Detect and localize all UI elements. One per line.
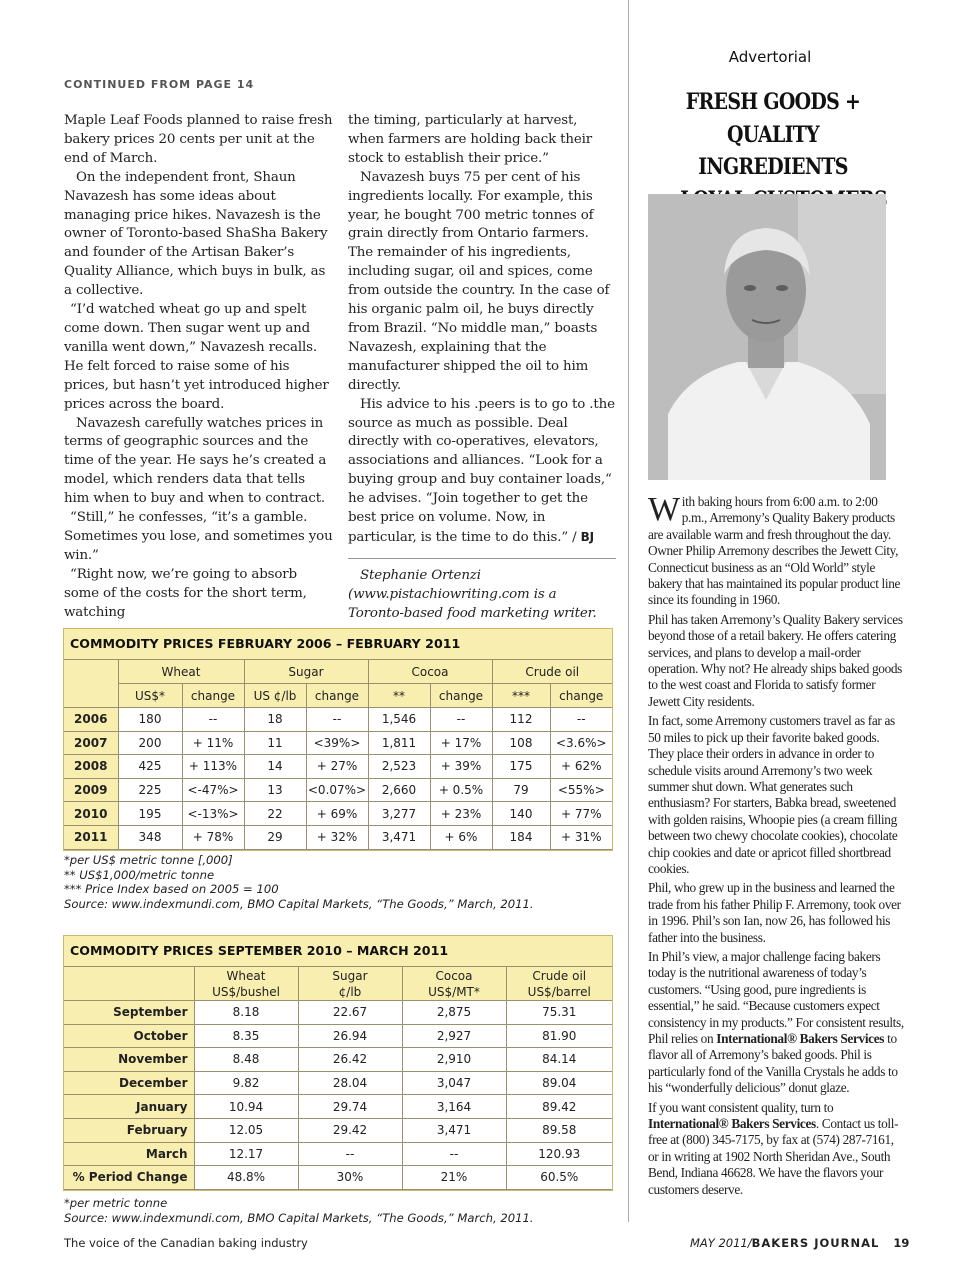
- subheader-cell: change: [430, 684, 492, 708]
- column-divider: [628, 0, 629, 1222]
- table2-header-row: [64, 967, 612, 1001]
- table-cell: 112: [492, 708, 550, 732]
- article-paragraph: On the independent front, Shaun Navazesh has some ideas about managing price hikes. Navazesh is the owner of Toronto-based ShaSha Bakery and founder of the Artisan Baker’s Quality Alliance, which buys in bulk, as a collective.: [64, 169, 328, 299]
- table-title: COMMODITY PRICES FEBRUARY 2006 – FEBRUARY 2011: [70, 636, 461, 651]
- article-paragraph: “Still,” he confesses, “it’s a gamble. Sometimes you lose, and sometimes you win.”: [64, 510, 333, 563]
- footer-folio: [690, 1236, 909, 1250]
- table-cell: 184: [492, 825, 550, 849]
- table-cell: --: [182, 708, 244, 732]
- row-month-cell: February: [64, 1118, 194, 1142]
- advertorial-paragraph-text: If you want consistent quality, turn to: [648, 1099, 834, 1115]
- table-subheader-row: [64, 684, 612, 708]
- table-cell: 2,660: [368, 778, 430, 802]
- brand-name: International® Bakers Services: [716, 1031, 885, 1046]
- table-cell: + 17%: [430, 731, 492, 755]
- row-month-cell: December: [64, 1071, 194, 1095]
- column-header-sugar: [298, 967, 402, 1001]
- byline-divider: [348, 558, 616, 559]
- table-cell: 48.8%: [194, 1166, 298, 1190]
- table-row: [64, 755, 612, 779]
- table-cell: 14: [244, 755, 306, 779]
- table-cell: + 0.5%: [430, 778, 492, 802]
- table-row: [64, 802, 612, 826]
- table-row: [64, 731, 612, 755]
- table-cell: 140: [492, 802, 550, 826]
- table-cell: <-13%>: [182, 802, 244, 826]
- column-header-cocoa: [402, 967, 506, 1001]
- table2-notes: [64, 1196, 624, 1225]
- table-cell: 425: [118, 755, 182, 779]
- advertorial-paragraph: [648, 491, 904, 609]
- table-cell: 3,277: [368, 802, 430, 826]
- portrait-illustration: [648, 194, 886, 480]
- advertorial-paragraph: [648, 949, 904, 1097]
- table-cell: + 39%: [430, 755, 492, 779]
- subheader-cell: US ¢/lb: [244, 684, 306, 708]
- table-cell: + 69%: [306, 802, 368, 826]
- table-cell: + 77%: [550, 802, 612, 826]
- table-cell: + 27%: [306, 755, 368, 779]
- table-source-note: Source: www.indexmundi.com, BMO Capital Markets, “The Goods,” March, 2011.: [64, 896, 534, 911]
- table-cell: 200: [118, 731, 182, 755]
- table-row: [64, 1024, 612, 1048]
- table-cell: --: [306, 708, 368, 732]
- advertorial-paragraph: Phil has taken Arremony’s Quality Bakery services beyond those of a retail bakery. He offers catering services, and plans to develop a mail-order operation. Why not? He already ships baked goods to the west coast and Florida to satisfy former Jewett City residents.: [648, 611, 903, 709]
- column-header-unit: ¢/lb: [338, 984, 362, 999]
- table-cell: 81.90: [506, 1024, 612, 1048]
- table1-body: [64, 708, 612, 850]
- table-cell: 2,523: [368, 755, 430, 779]
- table-cell: <55%>: [550, 778, 612, 802]
- row-month-cell: November: [64, 1048, 194, 1072]
- table-cell: 3,164: [402, 1095, 506, 1119]
- advertorial-paragraph-text: In Phil’s view, a major challenge facing bakers today is the nutritional awareness of today’s customers. “Using good, pure ingredients is essential,” he said. “Because customers expect consistency in my products.” For consistent results, Phil relies on: [648, 948, 904, 1046]
- row-year-cell: 2007: [64, 731, 118, 755]
- subheader-cell: change: [182, 684, 244, 708]
- column-header-name: Crude oil: [532, 968, 587, 983]
- table-cell: 175: [492, 755, 550, 779]
- table-cell: 8.35: [194, 1024, 298, 1048]
- row-month-cell: October: [64, 1024, 194, 1048]
- row-year-cell: 2011: [64, 825, 118, 849]
- table-cell: 180: [118, 708, 182, 732]
- advertorial-paragraph: In fact, some Arremony customers travel as far as 50 miles to pick up their favorite baked goods. They place their orders in advance in order to schedule visits around Arremony’s two week summer shut down. What generates such enthusiasm? For starters, Babka bread, sweetened with golden raisins, Whoopie pies (a cream filling between two chewy chocolate cookies), chocolate chip cookies and date or apricot filled shortbread cookies.: [648, 713, 898, 876]
- advertorial-paragraph: [648, 1100, 904, 1198]
- row-month-cell: September: [64, 1001, 194, 1025]
- table-cell: + 62%: [550, 755, 612, 779]
- table-cell: 22.67: [298, 1001, 402, 1025]
- table2-body: [64, 1001, 612, 1190]
- table-cell: + 11%: [182, 731, 244, 755]
- subheader-cell: change: [306, 684, 368, 708]
- column-header-name: Cocoa: [435, 968, 473, 983]
- table-cell: 29: [244, 825, 306, 849]
- table-row: [64, 1118, 612, 1142]
- subheader-cell: change: [550, 684, 612, 708]
- table-cell: 84.14: [506, 1048, 612, 1072]
- owner-portrait-photo: [648, 194, 886, 480]
- author-credit: Stephanie Ortenzi (www.pistachiowriting.com is a Toronto-based food marketing writer.: [348, 567, 597, 621]
- group-header-crude-oil: Crude oil: [492, 660, 612, 684]
- headline-line: FRESH GOODS +: [685, 89, 861, 115]
- advertorial-body: [648, 491, 904, 1201]
- column-header-crude-oil: [506, 967, 612, 1001]
- table-cell: --: [430, 708, 492, 732]
- table-cell: 28.04: [298, 1071, 402, 1095]
- table-row: [64, 1001, 612, 1025]
- table-cell: 21%: [402, 1166, 506, 1190]
- table-cell: + 6%: [430, 825, 492, 849]
- row-year-cell: 2009: [64, 778, 118, 802]
- table-cell: 195: [118, 802, 182, 826]
- commodity-prices-2006-2011-table: [63, 628, 613, 851]
- signoff-bj: BJ: [580, 529, 594, 544]
- article-paragraph: “Right now, we’re going to absorb some of the costs for the short term, watching: [64, 566, 307, 620]
- table-cell: + 113%: [182, 755, 244, 779]
- continued-from-label: CONTINUED FROM PAGE 14: [64, 78, 255, 91]
- drop-cap: W: [648, 491, 680, 528]
- table-cell: 1,546: [368, 708, 430, 732]
- row-year-cell: 2010: [64, 802, 118, 826]
- table2-grid: [64, 966, 612, 1190]
- advertorial-paragraph-text: ith baking hours from 6:00 a.m. to 2:00 p.m., Arremony’s Quality Bakery products are available warm and fresh throughout the day. Owner Philip Arremony describes the Jewett City, Connecticut business as an “Old World” style bakery that has maintained its popular product line since its founding in 1960.: [648, 494, 901, 608]
- table-cell: 1,811: [368, 731, 430, 755]
- table-cell: 89.42: [506, 1095, 612, 1119]
- table-cell: 3,471: [402, 1118, 506, 1142]
- table-cell: 22: [244, 802, 306, 826]
- brand-name: International® Bakers Services: [648, 1116, 816, 1132]
- article-column-1: [64, 112, 334, 622]
- column-header-wheat: [194, 967, 298, 1001]
- article-column-2: [348, 112, 616, 624]
- table-cell: + 31%: [550, 825, 612, 849]
- table-cell: --: [298, 1142, 402, 1166]
- page-number: 19: [893, 1236, 910, 1250]
- table-cell: 108: [492, 731, 550, 755]
- table-row: [64, 1166, 612, 1190]
- table-note: *per US$ metric tonne [,000]: [64, 853, 233, 867]
- column-header-name: Sugar: [332, 968, 368, 983]
- table-cell: <-47%>: [182, 778, 244, 802]
- table-cell: 3,471: [368, 825, 430, 849]
- table-row: [64, 778, 612, 802]
- article-paragraph: Navazesh carefully watches prices in terms of geographic sources and the time of the year. He says he’s created a model, which renders data that tells him when to buy and when to contract.: [64, 415, 327, 507]
- table-cell: <0.07%>: [306, 778, 368, 802]
- article-paragraph: the timing, particularly at harvest, when farmers are holding back their stock to establish their price.”: [348, 113, 593, 166]
- subheader-cell: ***: [492, 684, 550, 708]
- table-group-header-row: [64, 660, 612, 684]
- table1-grid: [64, 659, 612, 850]
- footer-tagline: The voice of the Canadian baking industry: [64, 1236, 308, 1250]
- table-cell: 75.31: [506, 1001, 612, 1025]
- article-paragraph-text: His advice to his .peers is to go to .the source as much as possible. Deal directly with co-operatives, elevators, associations and alliances. “Look for a buying group and buy container loads,“ he advises. “Join together to get the best price on volume. Now, in particular, is the time to do this.” /: [348, 396, 615, 545]
- table-cell: 9.82: [194, 1071, 298, 1095]
- subheader-cell: US$*: [118, 684, 182, 708]
- table-cell: <3.6%>: [550, 731, 612, 755]
- headline-line: QUALITY INGREDIENTS: [698, 121, 848, 180]
- advertorial-paragraph: Phil, who grew up in the business and learned the trade from his father Philip F. Arremony, took over in 1996. Phil’s son Ian, now 26, has followed his father into the business.: [648, 880, 901, 945]
- footer-issue: MAY 2011/: [690, 1236, 752, 1250]
- table-cell: 2,875: [402, 1001, 506, 1025]
- row-month-cell: March: [64, 1142, 194, 1166]
- advertorial-paragraph-text: to flavor all of Arremony’s baked goods. Phil is particularly fond of the Vanilla Crystals he adds to his “wonderfully delicious” donut glaze.: [648, 1031, 898, 1096]
- row-month-cell: % Period Change: [64, 1166, 194, 1190]
- table-cell: 11: [244, 731, 306, 755]
- article-paragraph: [348, 396, 616, 548]
- table-cell: 89.04: [506, 1071, 612, 1095]
- table-cell: 10.94: [194, 1095, 298, 1119]
- table-title: COMMODITY PRICES SEPTEMBER 2010 – MARCH 2011: [70, 943, 449, 958]
- table-cell: 8.48: [194, 1048, 298, 1072]
- table-corner-cell: [64, 660, 118, 708]
- table-cell: 89.58: [506, 1118, 612, 1142]
- table-cell: 26.42: [298, 1048, 402, 1072]
- table-cell: 60.5%: [506, 1166, 612, 1190]
- table-row: [64, 708, 612, 732]
- table-cell: --: [550, 708, 612, 732]
- table-row: [64, 1048, 612, 1072]
- table-cell: 13: [244, 778, 306, 802]
- footer-magazine: BAKERS JOURNAL: [751, 1236, 880, 1250]
- article-paragraph: Maple Leaf Foods planned to raise fresh bakery prices 20 cents per unit at the end of March.: [64, 113, 333, 166]
- article-paragraph: “I’d watched wheat go up and spelt come down. Then sugar went up and vanilla went down,” Navazesh recalls. He felt forced to raise some of his prices, but hasn’t yet introduced higher prices across the board.: [64, 302, 329, 412]
- column-header-name: Wheat: [226, 968, 266, 983]
- table-cell: + 32%: [306, 825, 368, 849]
- column-header-unit: US$/bushel: [212, 984, 280, 999]
- table-note: ** US$1,000/metric tonne: [64, 867, 215, 882]
- group-header-cocoa: Cocoa: [368, 660, 492, 684]
- table-source-note: Source: www.indexmundi.com, BMO Capital Markets, “The Goods,” March, 2011.: [64, 1210, 534, 1225]
- column-header-unit: US$/barrel: [527, 984, 591, 999]
- group-header-sugar: Sugar: [244, 660, 368, 684]
- table-cell: 225: [118, 778, 182, 802]
- article-paragraph: Navazesh buys 75 per cent of his ingredients locally. For example, this year, he bought 700 metric tonnes of grain directly from Ontario farmers. The remainder of his ingredients, including sugar, oil and spices, come from outside the country. In the case of his organic palm oil, he buys directly from Brazil. “No middle man,” boasts Navazesh, explaining that the manufacturer shipped the oil to him directly.: [348, 169, 610, 393]
- table-cell: 2,910: [402, 1048, 506, 1072]
- table-row: [64, 1071, 612, 1095]
- table-cell: + 23%: [430, 802, 492, 826]
- table-cell: 12.05: [194, 1118, 298, 1142]
- advertorial-tag: Advertorial: [728, 48, 812, 66]
- table-note: *per metric tonne: [64, 1196, 168, 1210]
- table-cell: 120.93: [506, 1142, 612, 1166]
- advertorial-paragraph-text: . Contact us toll-free at (800) 345-7175, by fax at (574) 287-7161, or in writing at 1902 North Sheridan Ave., South Bend, Indiana 46628. We have the flavors your customers deserve.: [648, 1116, 899, 1197]
- row-month-cell: January: [64, 1095, 194, 1119]
- table-cell: + 78%: [182, 825, 244, 849]
- subheader-cell: **: [368, 684, 430, 708]
- group-header-wheat: Wheat: [118, 660, 244, 684]
- table-cell: 29.74: [298, 1095, 402, 1119]
- row-year-cell: 2006: [64, 708, 118, 732]
- row-year-cell: 2008: [64, 755, 118, 779]
- table1-notes: [64, 853, 624, 911]
- table-cell: 348: [118, 825, 182, 849]
- table-cell: 2,927: [402, 1024, 506, 1048]
- table-cell: --: [402, 1142, 506, 1166]
- table-row: [64, 825, 612, 849]
- column-header-unit: US$/MT*: [428, 984, 480, 999]
- table-cell: 30%: [298, 1166, 402, 1190]
- table-note: *** Price Index based on 2005 = 100: [64, 882, 279, 896]
- table-cell: <39%>: [306, 731, 368, 755]
- table-cell: 8.18: [194, 1001, 298, 1025]
- table-cell: 79: [492, 778, 550, 802]
- table-row: [64, 1095, 612, 1119]
- table-row: [64, 1142, 612, 1166]
- table-cell: 18: [244, 708, 306, 732]
- table-corner-cell: [64, 967, 194, 1001]
- table-cell: 3,047: [402, 1071, 506, 1095]
- table-cell: 26.94: [298, 1024, 402, 1048]
- commodity-prices-2010-2011-table: [63, 935, 613, 1191]
- table-cell: 12.17: [194, 1142, 298, 1166]
- table-cell: 29.42: [298, 1118, 402, 1142]
